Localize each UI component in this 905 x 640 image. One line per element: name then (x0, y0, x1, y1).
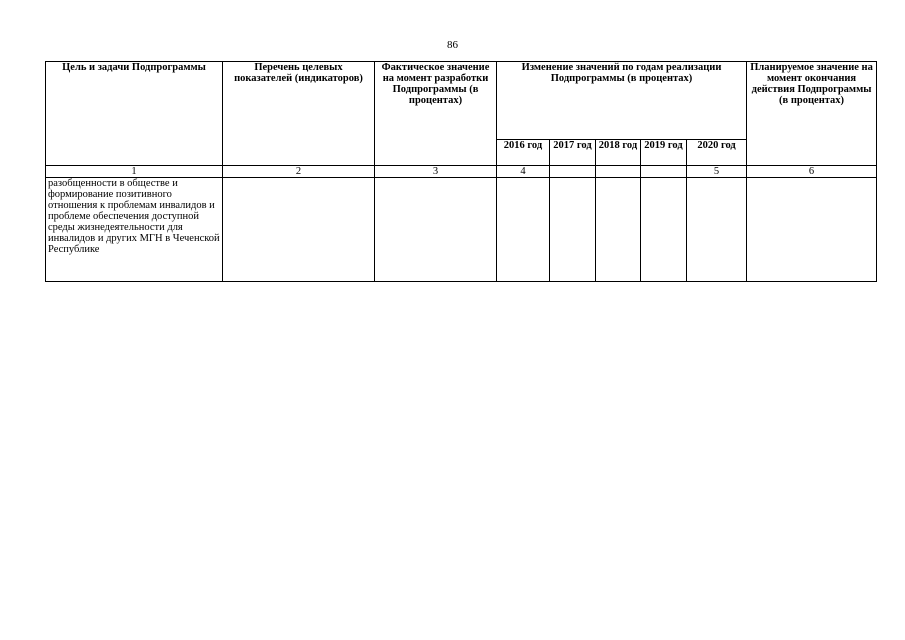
row-2019-cell (641, 178, 687, 282)
page-number: 86 (447, 39, 458, 51)
year-2018: 2018 год (596, 140, 641, 166)
col-number-empty-2 (596, 166, 641, 178)
row-2020-cell (687, 178, 747, 282)
header-change: Изменение значений по годам реализации Подпрограммы (в процентах) (497, 62, 747, 140)
column-numbers-row (46, 166, 877, 178)
col-number-empty-1 (550, 166, 596, 178)
col-number-6: 6 (747, 166, 877, 178)
indicators-table (45, 61, 877, 282)
header-goal: Цель и задачи Подпрограммы (46, 62, 223, 166)
col-number-1: 1 (46, 166, 223, 178)
header-indicators: Перечень целевых показателей (индикаторов) (223, 62, 375, 166)
row-indicators-cell (223, 178, 375, 282)
col-number-4: 4 (497, 166, 550, 178)
row-2017-cell (550, 178, 596, 282)
col-number-2: 2 (223, 166, 375, 178)
row-2016-cell (497, 178, 550, 282)
row-2018-cell (596, 178, 641, 282)
col-number-empty-3 (641, 166, 687, 178)
year-2020: 2020 год (687, 140, 747, 166)
row-planned-cell (747, 178, 877, 282)
col-number-5: 5 (687, 166, 747, 178)
header-planned: Планируемое значение на момент окончания действия Подпрограммы (в процентах) (747, 62, 877, 166)
year-2019: 2019 год (641, 140, 687, 166)
row-actual-cell (375, 178, 497, 282)
row-goal-text: разобщенности в обществе и формирование позитивного отношения к проблемам инвалидов и проблеме обеспечения доступной среды жизнедеятельности для инвалидов и других МГН в Чеченской Республике (46, 178, 223, 282)
year-2016: 2016 год (497, 140, 550, 166)
year-2017: 2017 год (550, 140, 596, 166)
header-row (46, 62, 877, 140)
header-actual: Фактическое значение на момент разработки Подпрограммы (в процентах) (375, 62, 497, 166)
table-row (46, 178, 877, 282)
col-number-3: 3 (375, 166, 497, 178)
